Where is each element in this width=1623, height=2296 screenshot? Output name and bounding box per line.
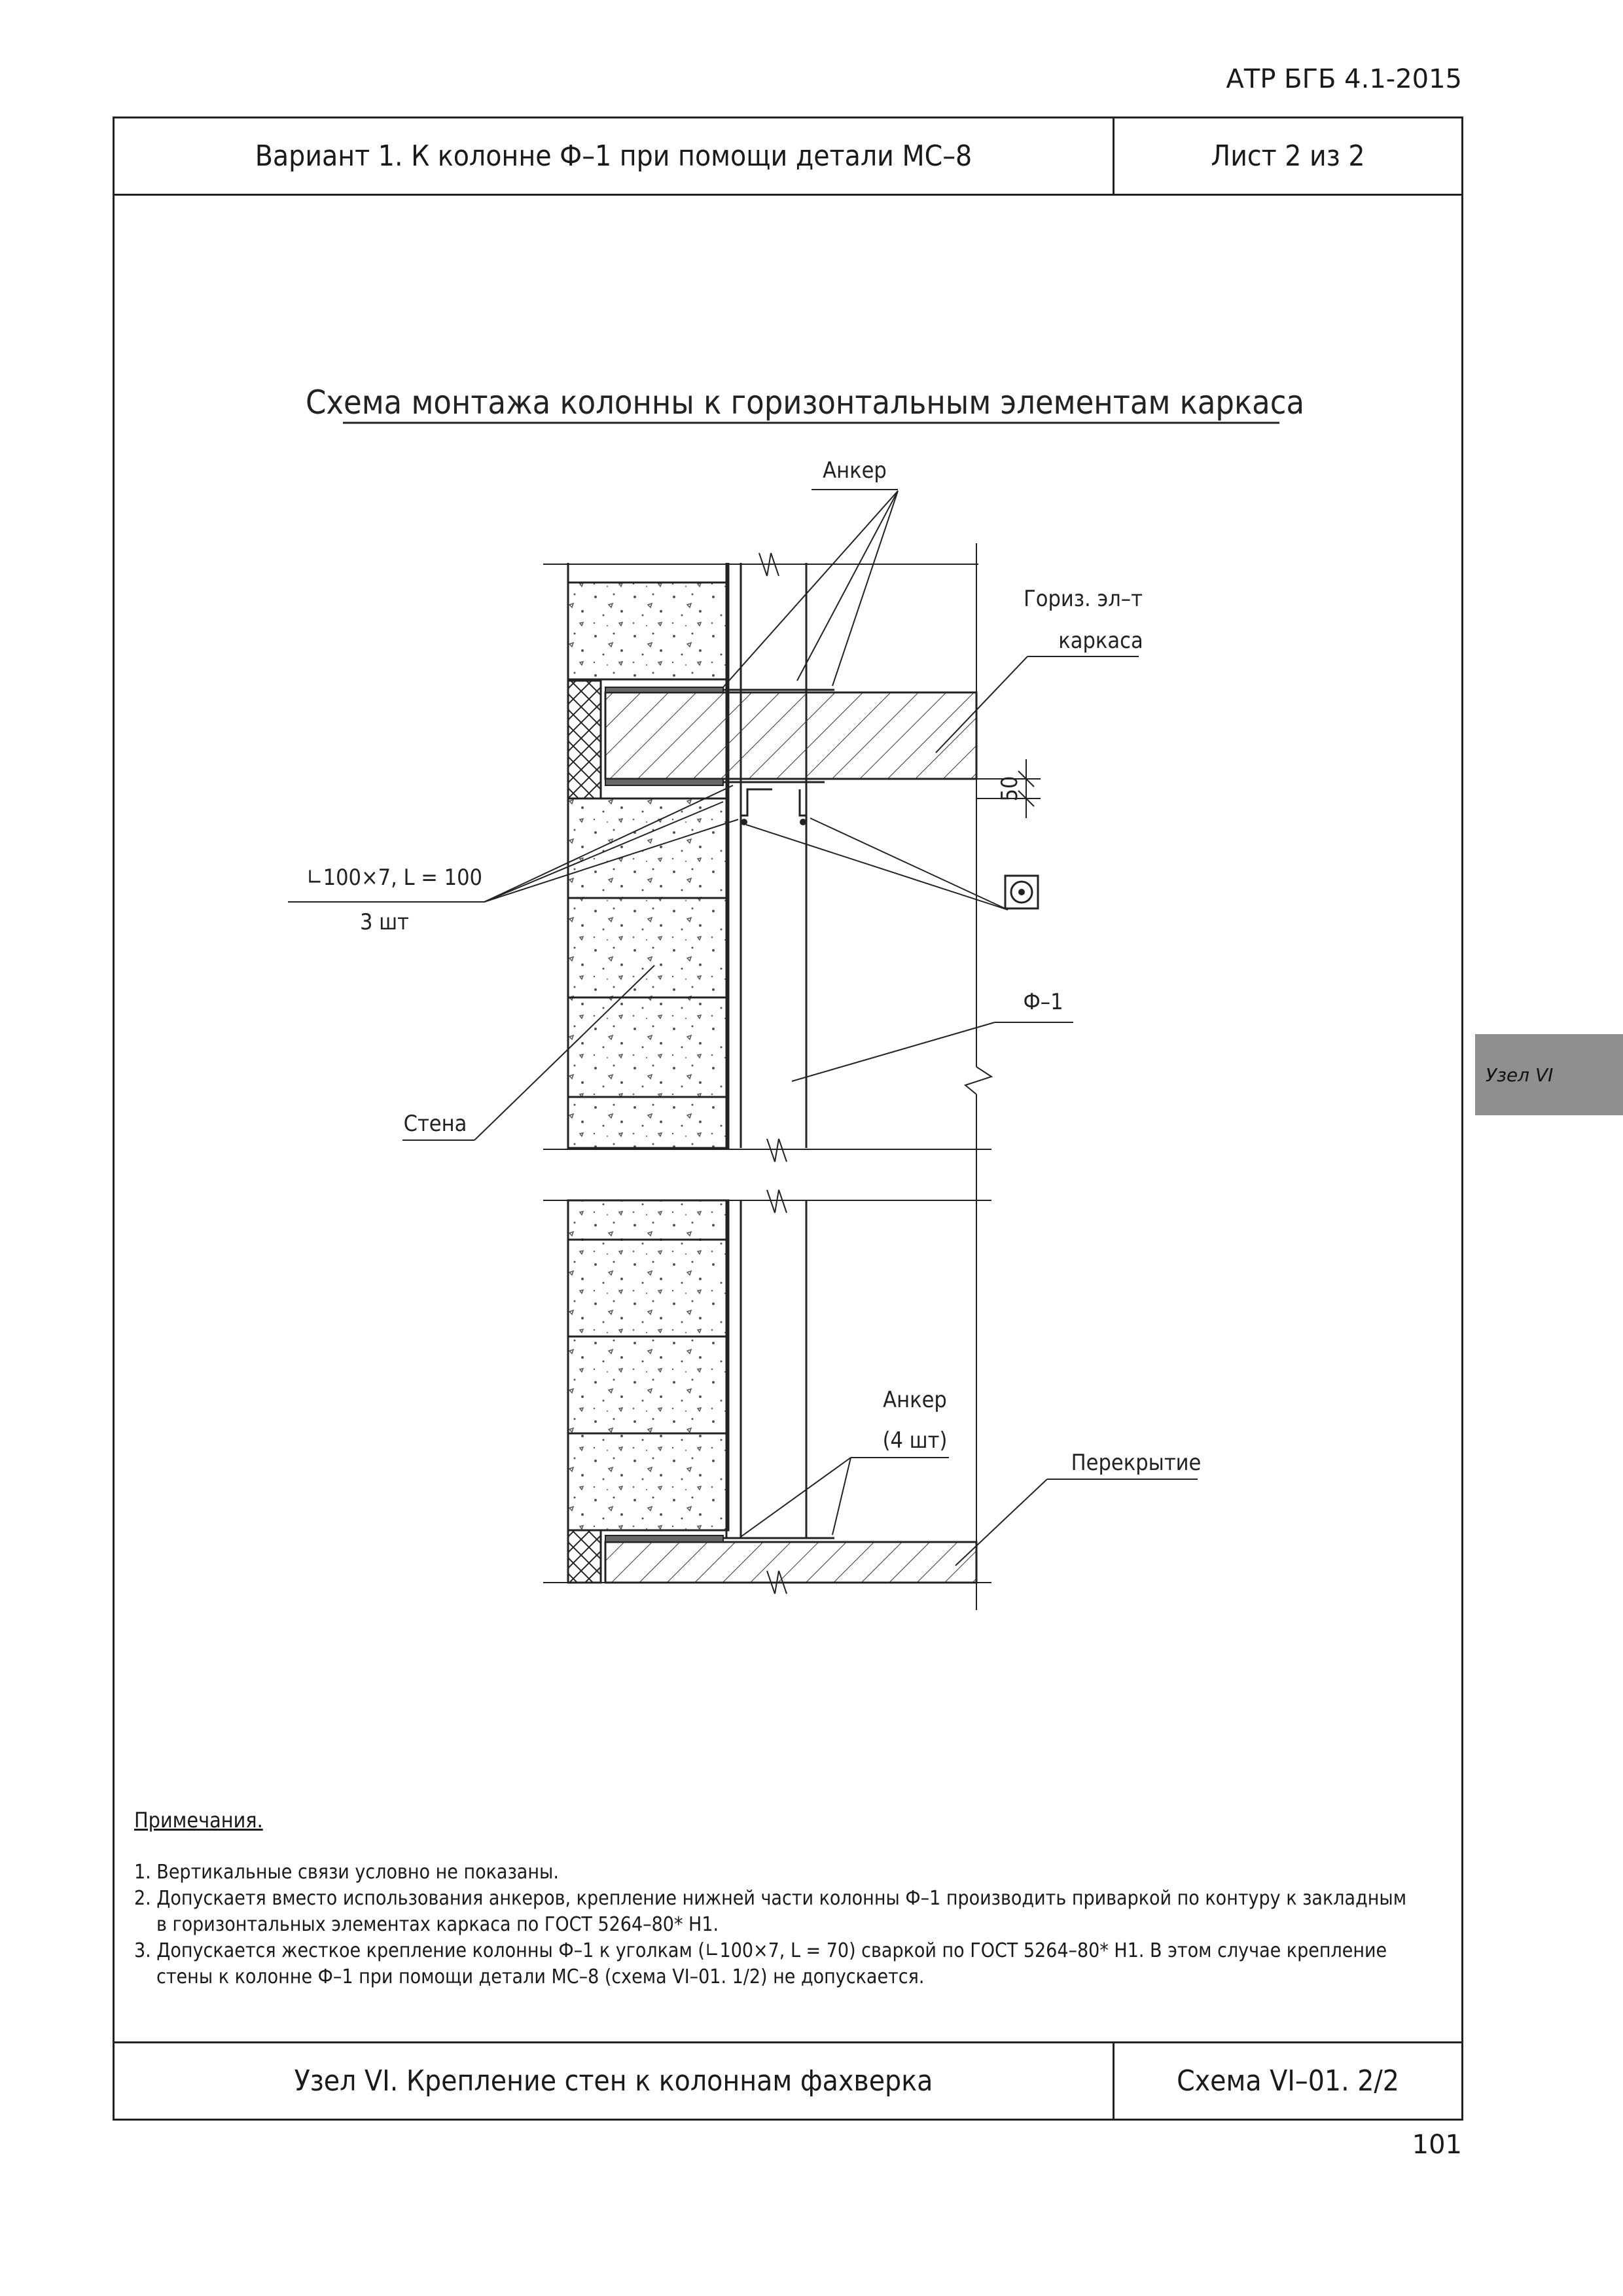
footer-scheme: Схема VI–01. 2/2 (1177, 2064, 1399, 2098)
note-1: 1. Вертикальные связи условно не показаны. (134, 1861, 559, 1884)
notes-title: Примечания. (134, 1808, 263, 1833)
label-column: Ф–1 (1023, 989, 1063, 1015)
header-sheet: Лист 2 из 2 (1211, 139, 1365, 173)
wall-lower (568, 1200, 728, 1583)
note-3-line-1: 3. Допускается жесткое крепление колонны Ф–1 к уголкам (∟100×7, L = 70) сваркой по ГОСТ 5264–80* Н1. В этом случае крепление (134, 1939, 1387, 1962)
label-anchor-bottom-2: (4 шт) (882, 1427, 948, 1454)
label-slab: Перекрытие (1071, 1450, 1202, 1476)
label-horizontal-element-1: Гориз. эл–т (1024, 586, 1143, 612)
note-2-line-2: в горизонтальных элементах каркаса по ГОСТ 5264–80* Н1. (156, 1913, 719, 1936)
label-wall: Стена (403, 1111, 467, 1137)
wall-upper (568, 563, 728, 1148)
drawing-title: Схема монтажа колонны к горизонтальным элементам каркаса (305, 384, 1305, 422)
label-anchor-top: Анкер (823, 457, 887, 484)
label-horizontal-element-2: каркаса (1058, 628, 1143, 654)
label-anchor-bottom-1: Анкер (883, 1387, 947, 1413)
footer-title: Узел VI. Крепление стен к колоннам фахверка (115, 2043, 1115, 2119)
document-code: АТР БГБ 4.1-2015 (1226, 64, 1462, 94)
note-3-line-2: стены к колонне Ф–1 при помощи детали МС–8 (схема VI–01. 1/2) не допускается. (156, 1965, 925, 1988)
label-angle-1: ∟100×7, L = 100 (306, 865, 482, 891)
note-2-line-1: 2. Допускаетя вместо использования анкеров, крепление нижней части колонны Ф–1 производить приваркой по контуру к закладным (134, 1887, 1407, 1910)
floor-slab (605, 1535, 976, 1583)
weld-symbol-icon (1005, 876, 1038, 908)
label-angle-2: 3 шт (360, 909, 409, 935)
header-title: Вариант 1. К колонне Ф–1 при помощи детали МС–8 (115, 118, 1115, 194)
side-tab[interactable]: Узел VI (1475, 1034, 1623, 1115)
dimension-50-label: 50 (997, 776, 1023, 802)
page-number: 101 (1412, 2130, 1462, 2160)
